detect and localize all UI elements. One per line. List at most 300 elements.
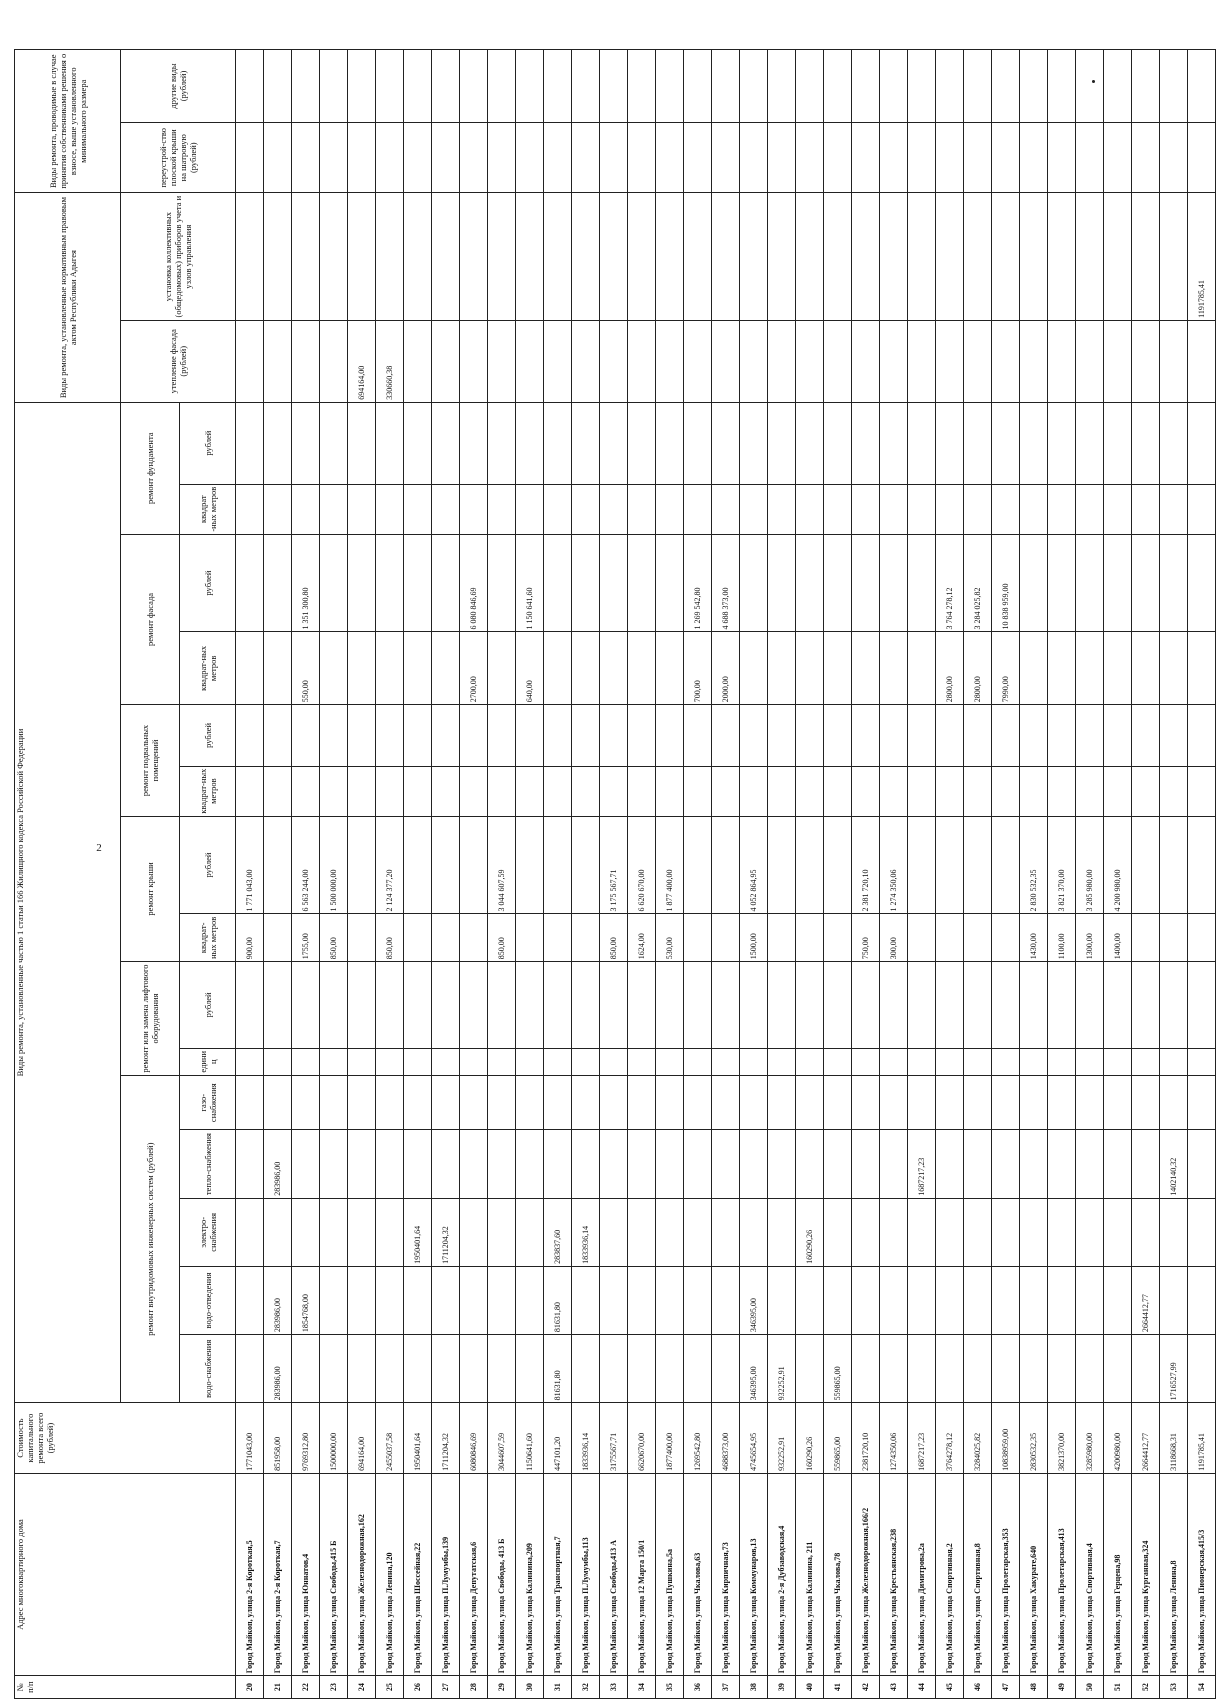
row-basement-rub bbox=[768, 705, 796, 766]
row-roof-rub bbox=[768, 816, 796, 914]
row-number: 38 bbox=[740, 1676, 768, 1699]
row-sewerage bbox=[684, 1266, 712, 1334]
header-basement-rub: рублей bbox=[180, 705, 236, 766]
table-row bbox=[236, 50, 264, 1699]
row-roof-sqm: 1755,00 bbox=[292, 914, 320, 962]
row-roof-sqm: 850,00 bbox=[376, 914, 404, 962]
header-gas: газо-снабжения bbox=[180, 1075, 236, 1130]
row-lift-units bbox=[796, 1048, 824, 1075]
row-insulation bbox=[1104, 320, 1132, 402]
row-pitched-roof bbox=[1104, 122, 1132, 193]
row-lift-rub bbox=[544, 962, 572, 1048]
row-foundation-rub bbox=[824, 402, 852, 484]
row-facade-sqm bbox=[824, 632, 852, 705]
row-electricity bbox=[880, 1198, 908, 1266]
row-address: Город Майкоп, улица Свободы,413 А bbox=[600, 1473, 628, 1675]
row-insulation bbox=[292, 320, 320, 402]
row-pitched-roof bbox=[488, 122, 516, 193]
row-roof-sqm bbox=[1160, 914, 1188, 962]
row-pitched-roof bbox=[1132, 122, 1160, 193]
row-other bbox=[796, 50, 824, 123]
table-row bbox=[1076, 50, 1104, 1699]
row-facade-sqm bbox=[488, 632, 516, 705]
row-roof-sqm bbox=[432, 914, 460, 962]
row-lift-units bbox=[432, 1048, 460, 1075]
row-foundation-rub bbox=[1048, 402, 1076, 484]
row-foundation-sqm bbox=[320, 484, 348, 534]
table-row bbox=[516, 50, 544, 1699]
row-roof-rub: 1 877 400,00 bbox=[656, 816, 684, 914]
row-water-supply bbox=[1132, 1335, 1160, 1403]
header-cost: Стоимость капитального ремонта всего (рублей) bbox=[15, 1403, 236, 1474]
table-row bbox=[1132, 50, 1160, 1699]
row-number: 30 bbox=[516, 1676, 544, 1699]
row-basement-sqm bbox=[908, 766, 936, 816]
row-lift-units bbox=[264, 1048, 292, 1075]
row-heating bbox=[1188, 1130, 1216, 1198]
row-roof-rub bbox=[264, 816, 292, 914]
row-facade-sqm bbox=[656, 632, 684, 705]
row-facade-rub bbox=[852, 534, 880, 632]
row-gas bbox=[264, 1075, 292, 1130]
row-address: Город Майкоп, улица Пролетарская,413 bbox=[1048, 1473, 1076, 1675]
row-facade-rub bbox=[880, 534, 908, 632]
row-basement-sqm bbox=[796, 766, 824, 816]
row-basement-rub bbox=[908, 705, 936, 766]
row-meters bbox=[992, 193, 1020, 320]
row-facade-rub bbox=[404, 534, 432, 632]
row-water-supply bbox=[460, 1335, 488, 1403]
row-gas bbox=[964, 1075, 992, 1130]
row-basement-rub bbox=[992, 705, 1020, 766]
row-facade-sqm bbox=[1104, 632, 1132, 705]
row-gas bbox=[236, 1075, 264, 1130]
row-basement-sqm bbox=[712, 766, 740, 816]
row-gas bbox=[292, 1075, 320, 1130]
row-basement-rub bbox=[264, 705, 292, 766]
row-facade-sqm bbox=[1188, 632, 1216, 705]
row-address: Город Майкоп, улица Калинина, 211 bbox=[796, 1473, 824, 1675]
row-facade-sqm bbox=[740, 632, 768, 705]
row-basement-rub bbox=[292, 705, 320, 766]
row-total-cost: 3118668,31 bbox=[1160, 1403, 1188, 1474]
row-roof-rub bbox=[516, 816, 544, 914]
row-lift-rub bbox=[1076, 962, 1104, 1048]
row-address: Город Майкоп, улица Железнодорожная,166/2 bbox=[852, 1473, 880, 1675]
row-basement-sqm bbox=[740, 766, 768, 816]
row-lift-rub bbox=[348, 962, 376, 1048]
table-row bbox=[964, 50, 992, 1699]
row-water-supply: 346395,00 bbox=[740, 1335, 768, 1403]
row-heating bbox=[1020, 1130, 1048, 1198]
row-meters bbox=[936, 193, 964, 320]
row-basement-rub bbox=[404, 705, 432, 766]
row-foundation-rub bbox=[1132, 402, 1160, 484]
row-gas bbox=[1160, 1075, 1188, 1130]
table-body bbox=[236, 50, 1216, 1699]
row-insulation bbox=[1048, 320, 1076, 402]
row-heating bbox=[796, 1130, 824, 1198]
row-lift-units bbox=[656, 1048, 684, 1075]
row-basement-rub bbox=[684, 705, 712, 766]
table-row bbox=[488, 50, 516, 1699]
row-number: 37 bbox=[712, 1676, 740, 1699]
row-sewerage bbox=[656, 1266, 684, 1334]
row-pitched-roof bbox=[600, 122, 628, 193]
row-electricity bbox=[516, 1198, 544, 1266]
row-roof-sqm: 1500,00 bbox=[740, 914, 768, 962]
row-gas bbox=[796, 1075, 824, 1130]
row-facade-sqm bbox=[320, 632, 348, 705]
row-meters bbox=[600, 193, 628, 320]
row-facade-rub bbox=[656, 534, 684, 632]
row-insulation bbox=[460, 320, 488, 402]
table-row bbox=[460, 50, 488, 1699]
row-other bbox=[880, 50, 908, 123]
row-foundation-rub bbox=[796, 402, 824, 484]
row-meters bbox=[376, 193, 404, 320]
row-roof-sqm: 530,00 bbox=[656, 914, 684, 962]
row-facade-rub: 1 150 641,60 bbox=[516, 534, 544, 632]
row-roof-sqm bbox=[516, 914, 544, 962]
row-pitched-roof bbox=[376, 122, 404, 193]
row-meters bbox=[852, 193, 880, 320]
row-basement-rub bbox=[1132, 705, 1160, 766]
row-facade-rub bbox=[1048, 534, 1076, 632]
row-meters bbox=[1160, 193, 1188, 320]
header-roof-rub: рублей bbox=[180, 816, 236, 914]
row-insulation bbox=[824, 320, 852, 402]
row-water-supply bbox=[488, 1335, 516, 1403]
row-foundation-rub bbox=[432, 402, 460, 484]
row-address: Город Майкоп, улица 2-я Короткая,7 bbox=[264, 1473, 292, 1675]
row-facade-sqm bbox=[572, 632, 600, 705]
row-facade-rub: 1 269 542,80 bbox=[684, 534, 712, 632]
table-row bbox=[908, 50, 936, 1699]
row-other bbox=[1104, 50, 1132, 123]
row-basement-sqm bbox=[936, 766, 964, 816]
row-lift-units bbox=[768, 1048, 796, 1075]
row-roof-sqm bbox=[796, 914, 824, 962]
row-sewerage bbox=[432, 1266, 460, 1334]
row-facade-rub: 6 080 846,69 bbox=[460, 534, 488, 632]
row-roof-rub: 3 175 567,71 bbox=[600, 816, 628, 914]
row-pitched-roof bbox=[236, 122, 264, 193]
row-other bbox=[852, 50, 880, 123]
row-roof-sqm: 1300,00 bbox=[1076, 914, 1104, 962]
table-row bbox=[432, 50, 460, 1699]
row-basement-rub bbox=[936, 705, 964, 766]
row-meters bbox=[460, 193, 488, 320]
row-electricity bbox=[292, 1198, 320, 1266]
row-foundation-rub bbox=[1076, 402, 1104, 484]
row-lift-units bbox=[488, 1048, 516, 1075]
header-lift-rub: рублей bbox=[180, 962, 236, 1048]
row-foundation-rub bbox=[544, 402, 572, 484]
row-pitched-roof bbox=[852, 122, 880, 193]
row-number: 46 bbox=[964, 1676, 992, 1699]
row-meters bbox=[740, 193, 768, 320]
row-foundation-sqm bbox=[908, 484, 936, 534]
row-water-supply bbox=[1104, 1335, 1132, 1403]
row-other bbox=[1048, 50, 1076, 123]
row-other bbox=[432, 50, 460, 123]
row-water-supply bbox=[796, 1335, 824, 1403]
row-electricity bbox=[1020, 1198, 1048, 1266]
header-lift: ремонт или замена лифтового оборудования bbox=[121, 962, 180, 1076]
row-other bbox=[992, 50, 1020, 123]
row-lift-units bbox=[348, 1048, 376, 1075]
row-roof-rub bbox=[544, 816, 572, 914]
row-electricity: 283837,60 bbox=[544, 1198, 572, 1266]
row-heating bbox=[740, 1130, 768, 1198]
row-address: Город Майкоп, улица Транспортная,7 bbox=[544, 1473, 572, 1675]
row-heating bbox=[712, 1130, 740, 1198]
row-foundation-rub bbox=[236, 402, 264, 484]
table-row bbox=[768, 50, 796, 1699]
row-roof-sqm bbox=[572, 914, 600, 962]
row-electricity bbox=[1160, 1198, 1188, 1266]
row-roof-rub bbox=[348, 816, 376, 914]
row-number: 29 bbox=[488, 1676, 516, 1699]
row-facade-sqm: 7990,00 bbox=[992, 632, 1020, 705]
row-basement-sqm bbox=[656, 766, 684, 816]
row-facade-rub bbox=[264, 534, 292, 632]
row-number: 26 bbox=[404, 1676, 432, 1699]
row-lift-rub bbox=[264, 962, 292, 1048]
row-roof-sqm bbox=[348, 914, 376, 962]
row-number: 24 bbox=[348, 1676, 376, 1699]
row-basement-rub bbox=[880, 705, 908, 766]
header-heat: тепло-снабжения bbox=[180, 1130, 236, 1198]
row-foundation-sqm bbox=[600, 484, 628, 534]
row-electricity bbox=[684, 1198, 712, 1266]
row-lift-rub bbox=[432, 962, 460, 1048]
row-sewerage bbox=[1076, 1266, 1104, 1334]
row-foundation-rub bbox=[768, 402, 796, 484]
row-pitched-roof bbox=[544, 122, 572, 193]
row-facade-rub bbox=[1188, 534, 1216, 632]
row-foundation-rub bbox=[292, 402, 320, 484]
row-meters bbox=[236, 193, 264, 320]
row-sewerage: 283986,00 bbox=[264, 1266, 292, 1334]
row-other bbox=[348, 50, 376, 123]
row-roof-rub bbox=[460, 816, 488, 914]
row-number: 27 bbox=[432, 1676, 460, 1699]
row-other bbox=[264, 50, 292, 123]
row-gas bbox=[1020, 1075, 1048, 1130]
row-basement-sqm bbox=[432, 766, 460, 816]
row-number: 34 bbox=[628, 1676, 656, 1699]
row-heating bbox=[656, 1130, 684, 1198]
row-other bbox=[404, 50, 432, 123]
row-address: Город Майкоп, улица 2-я Дубзаводская,4 bbox=[768, 1473, 796, 1675]
row-lift-rub bbox=[600, 962, 628, 1048]
row-lift-rub bbox=[320, 962, 348, 1048]
row-foundation-sqm bbox=[1048, 484, 1076, 534]
row-pitched-roof bbox=[516, 122, 544, 193]
row-water-supply bbox=[628, 1335, 656, 1403]
row-heating bbox=[1104, 1130, 1132, 1198]
row-meters bbox=[320, 193, 348, 320]
row-address: Город Майкоп, улица Свободы, 413 Б bbox=[488, 1473, 516, 1675]
row-facade-sqm: 640,00 bbox=[516, 632, 544, 705]
row-pitched-roof bbox=[740, 122, 768, 193]
row-foundation-rub bbox=[936, 402, 964, 484]
row-facade-rub bbox=[1132, 534, 1160, 632]
row-foundation-sqm bbox=[1132, 484, 1160, 534]
row-basement-sqm bbox=[1048, 766, 1076, 816]
row-pitched-roof bbox=[404, 122, 432, 193]
row-basement-rub bbox=[1048, 705, 1076, 766]
row-lift-units bbox=[600, 1048, 628, 1075]
row-lift-units bbox=[544, 1048, 572, 1075]
row-other bbox=[1020, 50, 1048, 123]
row-basement-rub bbox=[572, 705, 600, 766]
row-lift-rub bbox=[684, 962, 712, 1048]
row-insulation bbox=[656, 320, 684, 402]
row-lift-rub bbox=[376, 962, 404, 1048]
row-roof-sqm bbox=[824, 914, 852, 962]
row-gas bbox=[852, 1075, 880, 1130]
header-art166-group: Виды ремонта, установленные частью 1 статьи 166 Жилищного кодекса Российской Федерации bbox=[15, 402, 121, 1403]
row-sewerage bbox=[936, 1266, 964, 1334]
row-lift-rub bbox=[908, 962, 936, 1048]
row-electricity: 1833936,14 bbox=[572, 1198, 600, 1266]
row-lift-rub bbox=[656, 962, 684, 1048]
row-lift-rub bbox=[852, 962, 880, 1048]
row-water-supply bbox=[908, 1335, 936, 1403]
row-foundation-rub bbox=[628, 402, 656, 484]
header-foundation: ремонт фундамента bbox=[121, 402, 180, 534]
row-gas bbox=[488, 1075, 516, 1130]
row-water-supply bbox=[1020, 1335, 1048, 1403]
row-address: Город Майкоп, улица Свободы,415 Б bbox=[320, 1473, 348, 1675]
row-basement-sqm bbox=[376, 766, 404, 816]
row-sewerage bbox=[992, 1266, 1020, 1334]
row-electricity bbox=[488, 1198, 516, 1266]
row-pitched-roof bbox=[964, 122, 992, 193]
table-row bbox=[1020, 50, 1048, 1699]
row-number: 25 bbox=[376, 1676, 404, 1699]
row-total-cost: 1711204,32 bbox=[432, 1403, 460, 1474]
row-number: 43 bbox=[880, 1676, 908, 1699]
row-basement-rub bbox=[740, 705, 768, 766]
row-total-cost: 1150641,60 bbox=[516, 1403, 544, 1474]
row-foundation-sqm bbox=[488, 484, 516, 534]
row-basement-sqm bbox=[1076, 766, 1104, 816]
table-row bbox=[544, 50, 572, 1699]
row-basement-sqm bbox=[600, 766, 628, 816]
row-pitched-roof bbox=[432, 122, 460, 193]
header-foundation-rub: рублей bbox=[180, 402, 236, 484]
row-address: Город Майкоп, улица Димитрова,2а bbox=[908, 1473, 936, 1675]
row-total-cost: 4200980,00 bbox=[1104, 1403, 1132, 1474]
header-address: Адрес многоквартирного дома bbox=[15, 1473, 236, 1675]
row-roof-sqm: 850,00 bbox=[488, 914, 516, 962]
row-basement-sqm bbox=[1188, 766, 1216, 816]
row-total-cost: 1274350,06 bbox=[880, 1403, 908, 1474]
row-roof-rub: 6 563 244,00 bbox=[292, 816, 320, 914]
row-gas bbox=[376, 1075, 404, 1130]
row-facade-sqm: 2800,00 bbox=[936, 632, 964, 705]
row-roof-sqm bbox=[1188, 914, 1216, 962]
row-electricity bbox=[1048, 1198, 1076, 1266]
row-pitched-roof bbox=[292, 122, 320, 193]
row-insulation bbox=[320, 320, 348, 402]
row-number: 51 bbox=[1104, 1676, 1132, 1699]
row-total-cost: 2664412,77 bbox=[1132, 1403, 1160, 1474]
row-total-cost: 1950401,64 bbox=[404, 1403, 432, 1474]
row-insulation bbox=[1020, 320, 1048, 402]
row-foundation-sqm bbox=[684, 484, 712, 534]
row-pitched-roof bbox=[880, 122, 908, 193]
row-roof-rub bbox=[1160, 816, 1188, 914]
row-number: 21 bbox=[264, 1676, 292, 1699]
row-sewerage bbox=[404, 1266, 432, 1334]
row-meters bbox=[880, 193, 908, 320]
row-other bbox=[712, 50, 740, 123]
row-electricity bbox=[964, 1198, 992, 1266]
row-electricity bbox=[936, 1198, 964, 1266]
row-foundation-sqm bbox=[656, 484, 684, 534]
row-foundation-rub bbox=[516, 402, 544, 484]
row-lift-units bbox=[572, 1048, 600, 1075]
row-pitched-roof bbox=[684, 122, 712, 193]
row-water-supply bbox=[292, 1335, 320, 1403]
row-roof-rub: 6 620 670,00 bbox=[628, 816, 656, 914]
row-total-cost: 559865,00 bbox=[824, 1403, 852, 1474]
row-other bbox=[936, 50, 964, 123]
row-sewerage bbox=[376, 1266, 404, 1334]
row-foundation-sqm bbox=[236, 484, 264, 534]
row-number: 31 bbox=[544, 1676, 572, 1699]
row-foundation-rub bbox=[572, 402, 600, 484]
row-roof-rub: 3 044 607,59 bbox=[488, 816, 516, 914]
row-foundation-rub bbox=[264, 402, 292, 484]
row-roof-sqm: 850,00 bbox=[600, 914, 628, 962]
row-pitched-roof bbox=[712, 122, 740, 193]
row-number: 50 bbox=[1076, 1676, 1104, 1699]
row-facade-sqm bbox=[544, 632, 572, 705]
row-sewerage bbox=[964, 1266, 992, 1334]
row-insulation: 330660,38 bbox=[376, 320, 404, 402]
row-meters: 1191785,41 bbox=[1188, 193, 1216, 320]
row-heating bbox=[992, 1130, 1020, 1198]
header-pitched-roof: переустрой-ство плоской крыши на шатровую (рублей) bbox=[121, 122, 236, 193]
row-foundation-sqm bbox=[1020, 484, 1048, 534]
row-lift-units bbox=[992, 1048, 1020, 1075]
row-other bbox=[740, 50, 768, 123]
row-other bbox=[656, 50, 684, 123]
row-address: Город Майкоп, улица Герцена,98 bbox=[1104, 1473, 1132, 1675]
row-insulation bbox=[964, 320, 992, 402]
row-lift-rub bbox=[292, 962, 320, 1048]
row-insulation bbox=[712, 320, 740, 402]
row-facade-rub bbox=[796, 534, 824, 632]
row-foundation-sqm bbox=[516, 484, 544, 534]
header-other: другие виды (рублей) bbox=[121, 50, 236, 123]
row-basement-rub bbox=[824, 705, 852, 766]
row-meters bbox=[824, 193, 852, 320]
row-foundation-sqm bbox=[460, 484, 488, 534]
header-number: № п/п bbox=[15, 1676, 236, 1699]
row-insulation bbox=[600, 320, 628, 402]
row-pitched-roof bbox=[908, 122, 936, 193]
row-meters bbox=[796, 193, 824, 320]
row-insulation bbox=[1132, 320, 1160, 402]
row-meters bbox=[964, 193, 992, 320]
